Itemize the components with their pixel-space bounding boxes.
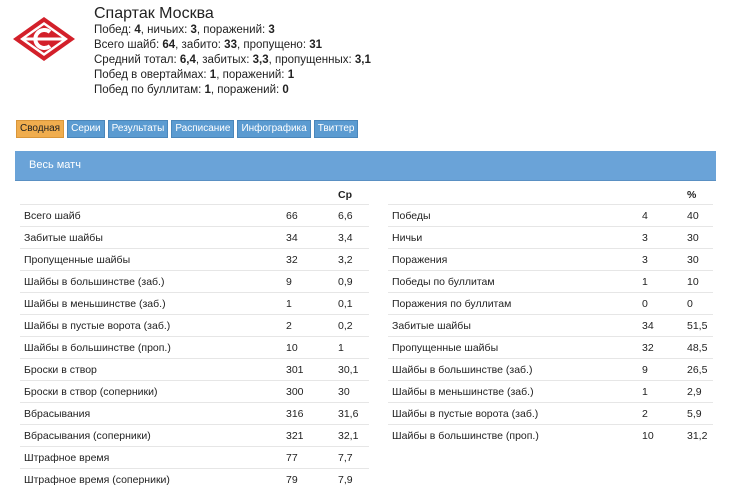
stat-value-cell: 1 <box>282 293 334 315</box>
stat-label: , ничьих: <box>141 24 191 36</box>
stat-name-cell: Броски в створ (соперники) <box>20 381 282 403</box>
stat-value-cell: 79 <box>282 469 334 490</box>
stat-value-cell: 51,5 <box>683 315 713 337</box>
stat-value: 3,3 <box>253 54 269 66</box>
stat-value-cell: 4 <box>638 205 683 227</box>
stat-name-cell: Победы <box>388 205 638 227</box>
table-row <box>388 337 713 359</box>
table-row <box>388 381 713 403</box>
stat-value: 1 <box>210 69 216 81</box>
stat-name-cell: Пропущенные шайбы <box>388 337 638 359</box>
column-header <box>638 186 683 205</box>
tab-5[interactable]: Инфографика <box>237 120 310 138</box>
stat-value-cell: 1 <box>638 271 683 293</box>
table-row <box>388 227 713 249</box>
stat-name-cell: Шайбы в большинстве (проп.) <box>20 337 282 359</box>
stat-value-cell: 30 <box>334 381 369 403</box>
stat-name-cell: Шайбы в меньшинстве (заб.) <box>388 381 638 403</box>
stat-name-cell: Штрафное время <box>20 447 282 469</box>
stat-label: , поражений: <box>211 84 282 96</box>
column-header <box>388 186 638 205</box>
table-row <box>20 293 369 315</box>
stat-value: 1 <box>205 84 211 96</box>
stat-name-cell: Шайбы в меньшинстве (заб.) <box>20 293 282 315</box>
stat-name-cell: Победы по буллитам <box>388 271 638 293</box>
table-row <box>20 359 369 381</box>
stat-value-cell: 300 <box>282 381 334 403</box>
stat-name-cell: Поражения <box>388 249 638 271</box>
stat-value-cell: 301 <box>282 359 334 381</box>
stat-value-cell: 2,9 <box>683 381 713 403</box>
team-stat-line <box>94 69 294 81</box>
stat-name-cell: Шайбы в большинстве (проп.) <box>388 425 638 447</box>
stat-value-cell: 34 <box>638 315 683 337</box>
stat-value-cell: 0,2 <box>334 315 369 337</box>
stat-value: 64 <box>162 39 175 51</box>
stat-label: Средний тотал: <box>94 54 180 66</box>
stat-name-cell: Забитые шайбы <box>388 315 638 337</box>
stat-value-cell: 321 <box>282 425 334 447</box>
stat-value-cell: 10 <box>683 271 713 293</box>
stat-value: 6,4 <box>180 54 196 66</box>
table-row <box>20 381 369 403</box>
table-row <box>20 337 369 359</box>
stat-value-cell: 5,9 <box>683 403 713 425</box>
stat-value-cell: 316 <box>282 403 334 425</box>
stat-name-cell: Всего шайб <box>20 205 282 227</box>
stat-value: 1 <box>288 69 294 81</box>
stat-value: 4 <box>134 24 140 36</box>
stat-value-cell: 2 <box>282 315 334 337</box>
stat-name-cell: Шайбы в большинстве (заб.) <box>20 271 282 293</box>
stat-value-cell: 0,1 <box>334 293 369 315</box>
table-row <box>388 249 713 271</box>
stat-name-cell: Вбрасывания <box>20 403 282 425</box>
stat-value-cell: 9 <box>282 271 334 293</box>
stat-label: , забито: <box>175 39 224 51</box>
table-row <box>20 447 369 469</box>
table-row <box>388 403 713 425</box>
tab-6[interactable]: Твиттер <box>314 120 359 138</box>
stat-value-cell: 26,5 <box>683 359 713 381</box>
spartak-logo <box>12 16 76 62</box>
stat-value: 3 <box>191 24 197 36</box>
stat-value-cell: 32 <box>282 249 334 271</box>
table-row <box>20 469 369 490</box>
stat-value-cell: 7,9 <box>334 469 369 490</box>
table-row <box>388 293 713 315</box>
stat-value-cell: 34 <box>282 227 334 249</box>
stat-value-cell: 32 <box>638 337 683 359</box>
panel-header <box>15 151 716 181</box>
table-row <box>20 205 369 227</box>
stat-value-cell: 30,1 <box>334 359 369 381</box>
table-row <box>388 271 713 293</box>
stat-value-cell: 30 <box>683 227 713 249</box>
stat-value-cell: 6,6 <box>334 205 369 227</box>
stat-value: 3 <box>268 24 274 36</box>
team-stat-line <box>94 24 275 36</box>
stat-name-cell: Поражения по буллитам <box>388 293 638 315</box>
stat-value-cell: 31,6 <box>334 403 369 425</box>
stat-name-cell: Забитые шайбы <box>20 227 282 249</box>
stat-value-cell: 30 <box>683 249 713 271</box>
stat-label: , пропущенных: <box>269 54 355 66</box>
column-header <box>282 186 334 205</box>
stat-value-cell: 9 <box>638 359 683 381</box>
stat-value-cell: 7,7 <box>334 447 369 469</box>
stat-label: Побед по буллитам: <box>94 84 205 96</box>
stat-value-cell: 0 <box>683 293 713 315</box>
stat-name-cell: Шайбы в большинстве (заб.) <box>388 359 638 381</box>
stat-label: , забитых: <box>196 54 253 66</box>
stat-label: , поражений: <box>197 24 268 36</box>
stat-label: , пропущено: <box>237 39 309 51</box>
panel-title: Весь матч <box>29 159 81 171</box>
stat-value-cell: 40 <box>683 205 713 227</box>
stat-label: , поражений: <box>216 69 287 81</box>
stat-value-cell: 48,5 <box>683 337 713 359</box>
stat-label: Побед: <box>94 24 134 36</box>
stat-name-cell: Пропущенные шайбы <box>20 249 282 271</box>
stat-value: 3,1 <box>355 54 371 66</box>
team-stat-line <box>94 39 322 51</box>
stat-name-cell: Шайбы в пустые ворота (заб.) <box>20 315 282 337</box>
table-row <box>20 315 369 337</box>
results-stats-table <box>388 186 713 446</box>
table-row <box>20 271 369 293</box>
stat-value: 33 <box>224 39 237 51</box>
tab-bar <box>16 120 358 138</box>
stat-value-cell: 3,4 <box>334 227 369 249</box>
stat-value-cell: 32,1 <box>334 425 369 447</box>
stat-value-cell: 3,2 <box>334 249 369 271</box>
stat-value-cell: 2 <box>638 403 683 425</box>
table-row <box>388 315 713 337</box>
stat-value-cell: 0,9 <box>334 271 369 293</box>
stat-value: 31 <box>309 39 322 51</box>
team-stat-line <box>94 54 371 66</box>
tab-1[interactable]: Сводная <box>16 120 64 138</box>
table-row <box>388 359 713 381</box>
table-row <box>20 227 369 249</box>
table-row <box>20 403 369 425</box>
stat-name-cell: Шайбы в пустые ворота (заб.) <box>388 403 638 425</box>
stat-value-cell: 10 <box>638 425 683 447</box>
stat-label: Всего шайб: <box>94 39 162 51</box>
stat-value: 0 <box>282 84 288 96</box>
team-title: Спартак Москва <box>94 5 214 23</box>
team-stats-table <box>20 186 369 490</box>
table-row <box>388 425 713 447</box>
column-header: % <box>683 186 713 205</box>
stat-value-cell: 3 <box>638 249 683 271</box>
column-header <box>20 186 282 205</box>
tab-4[interactable]: Расписание <box>171 120 234 138</box>
stat-name-cell: Вбрасывания (соперники) <box>20 425 282 447</box>
stat-value-cell: 1 <box>638 381 683 403</box>
stat-value-cell: 77 <box>282 447 334 469</box>
stat-name-cell: Ничьи <box>388 227 638 249</box>
stat-name-cell: Броски в створ <box>20 359 282 381</box>
stat-label: Побед в овертаймах: <box>94 69 210 81</box>
tab-3[interactable]: Результаты <box>108 120 169 138</box>
team-stat-line <box>94 84 289 96</box>
table-row <box>20 249 369 271</box>
tab-2[interactable]: Серии <box>67 120 105 138</box>
stat-value-cell: 0 <box>638 293 683 315</box>
table-row <box>388 205 713 227</box>
stat-value-cell: 10 <box>282 337 334 359</box>
stat-value-cell: 66 <box>282 205 334 227</box>
column-header: Ср <box>334 186 369 205</box>
stat-name-cell: Штрафное время (соперники) <box>20 469 282 490</box>
stat-value-cell: 1 <box>334 337 369 359</box>
stat-value-cell: 31,2 <box>683 425 713 447</box>
table-row <box>20 425 369 447</box>
stat-value-cell: 3 <box>638 227 683 249</box>
